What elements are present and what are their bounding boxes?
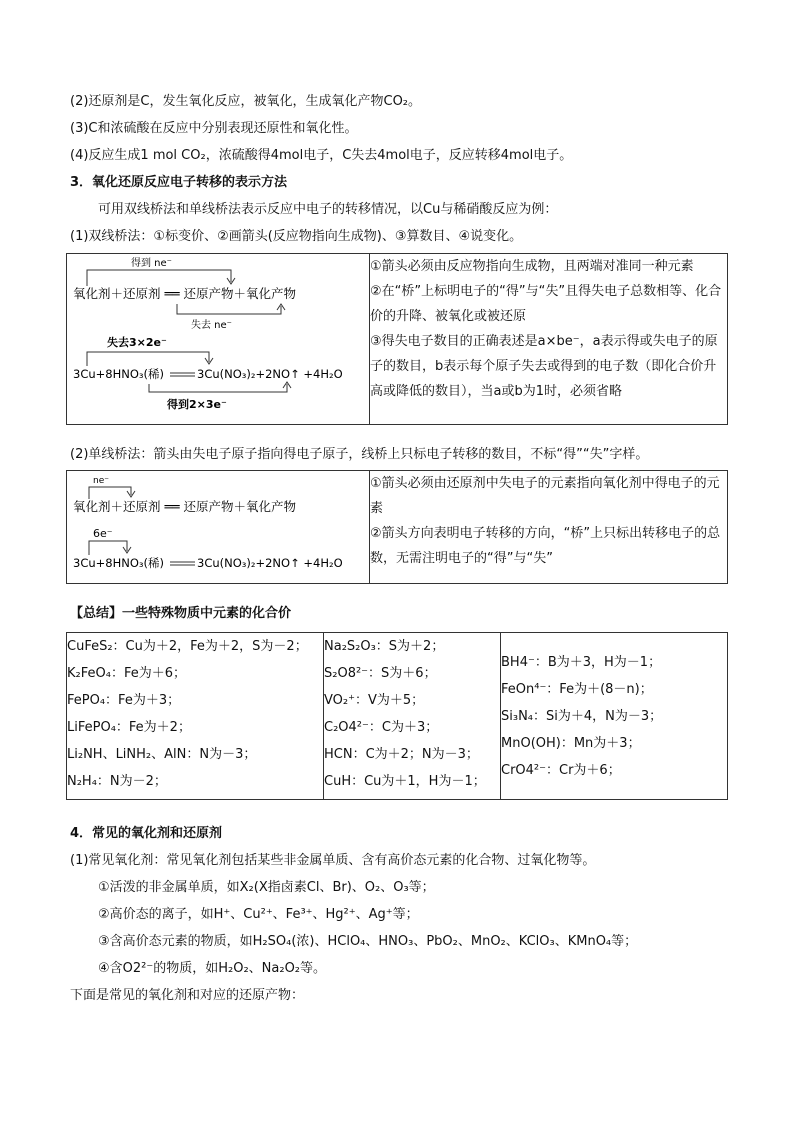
summary-item: N₂H₄：N为－2； (67, 774, 167, 789)
summary-item: Si₃N₄：Si为＋4，N为－3； (501, 708, 663, 724)
oxidant-item-2: ②高价态的离子，如H⁺、Cu²⁺、Fe³⁺、Hg²⁺、Ag⁺等； (98, 907, 419, 922)
intro-line-2: (2)还原剂是C，发生氧化反应，被氧化，生成氧化产物CO₂。 (70, 94, 422, 109)
double-note-1: ①箭头必须由反应物指向生成物，且两端对准同一种元素 (370, 259, 694, 274)
section3-title: 3．氧化还原反应电子转移的表示方法 (70, 175, 288, 190)
single-bridge-diagram (67, 471, 369, 579)
summary-item: CrO4²⁻：Cr为＋6； (501, 762, 621, 778)
double-bridge-diagram-cell (67, 254, 370, 425)
summary-item: FeOn⁴⁻：Fe为＋(8－n)； (501, 681, 653, 697)
single-bridge-table (66, 470, 728, 584)
summary-item: CuFeS₂：Cu为＋2，Fe为＋2，S为－2； (67, 639, 308, 654)
summary-item: Li₂NH、LiNH₂、AlN：N为－3； (67, 747, 257, 762)
summary-item: Na₂S₂O₃：S为＋2； (324, 639, 445, 654)
double-bridge-table (66, 253, 728, 425)
single-bridge-diagram-cell (67, 471, 370, 584)
summary-item: C₂O4²⁻：C为＋3； (324, 720, 439, 735)
double-note-2: ②在“桥”上标明电子的“得”与“失”且得失电子总数相等、化合价的升降、被氧化或被还原 (370, 284, 722, 324)
oxidant-item-4: ④含O2²⁻的物质，如H₂O₂、Na₂O₂等。 (98, 961, 327, 976)
double-bridge-diagram (67, 254, 369, 420)
intro-line-3: (3)C和浓硫酸在反应中分别表现还原性和氧化性。 (70, 121, 358, 136)
double-ex-equation-right: 3Cu(NO₃)₂+2NO↑ +4H₂O (197, 367, 343, 381)
summary-col-3 (501, 633, 728, 800)
summary-item: S₂O8²⁻：S为＋6； (324, 666, 437, 681)
double-bridge-notes (370, 254, 728, 425)
summary-item: VO₂⁺：V为＋5； (324, 693, 425, 708)
double-note-3: ③得失电子数目的正确表述是a×be⁻，a表示得或失电子的原子的数目，b表示每个原子失去或得到的电子数（即化合价升高或降低的数目），当a或b为1时，必须省略 (370, 334, 718, 399)
single-ex-equation-right: 3Cu(NO₃)₂+2NO↑ +4H₂O (197, 556, 343, 570)
summary-table (66, 632, 728, 800)
section4-sub1: (1)常见氧化剂：常见氧化剂包括某些非金属单质、含有高价态元素的化合物、过氧化物等。 (70, 853, 596, 868)
summary-col-2 (324, 633, 501, 800)
double-ex-equation-left: 3Cu+8HNO₃(稀) (73, 367, 164, 381)
section4-closing: 下面是常见的氧化剂和对应的还原产物： (70, 988, 305, 1003)
section4-title: 4．常见的氧化剂和还原剂 (70, 826, 223, 841)
single-top-label: ne⁻ (93, 476, 109, 486)
double-bottom-label: 失去 ne⁻ (191, 320, 232, 331)
oxidant-item-1: ①活泼的非金属单质，如X₂(X指卤素Cl、Br)、O₂、O₃等； (98, 880, 435, 895)
summary-item: HCN：C为＋2；N为－3； (324, 747, 479, 762)
single-ex-top-label: 6e⁻ (93, 527, 113, 540)
single-ex-equation-left: 3Cu+8HNO₃(稀) (73, 556, 164, 570)
double-ex-bottom-label: 得到2×3e⁻ (167, 398, 227, 411)
double-ex-top-label: 失去3×2e⁻ (107, 336, 167, 349)
intro-line-4: (4)反应生成1 mol CO₂，浓硫酸得4mol电子，C失去4mol电子，反应转移4mol电子。 (70, 148, 573, 163)
single-note-1: ①箭头必须由还原剂中失电子的元素指向氧化剂中得电子的元素 (370, 476, 720, 516)
summary-col-1 (67, 633, 324, 800)
summary-item: CuH：Cu为＋1，H为－1； (324, 774, 486, 789)
summary-item: BH4⁻：B为＋3，H为－1； (501, 654, 662, 670)
summary-item: FePO₄：Fe为＋3； (67, 693, 181, 708)
section3-intro: 可用双线桥法和单线桥法表示反应中电子的转移情况，以Cu与稀硝酸反应为例： (98, 202, 558, 217)
summary-item: MnO(OH)：Mn为＋3； (501, 735, 641, 751)
oxidant-item-3: ③含高价态元素的物质，如H₂SO₄(浓)、HClO₄、HNO₃、PbO₂、MnO₂、KClO₃、KMnO₄等； (98, 934, 638, 949)
single-bridge-heading: (2)单线桥法：箭头由失电子原子指向得电子原子，线桥上只标电子转移的数目，不标“得”“失”字样。 (70, 447, 649, 462)
summary-item: K₂FeO₄：Fe为＋6； (67, 666, 186, 681)
double-top-label: 得到 ne⁻ (131, 258, 172, 269)
single-equation: 氧化剂＋还原剂 ══ 还原产物＋氧化产物 (73, 499, 296, 514)
summary-item: LiFePO₄：Fe为＋2； (67, 720, 191, 735)
double-equation: 氧化剂＋还原剂 ══ 还原产物＋氧化产物 (73, 286, 296, 301)
single-note-2: ②箭头方向表明电子转移的方向，“桥”上只标出转移电子的总数，无需注明电子的“得”与“失” (370, 526, 721, 566)
double-bridge-heading: (1)双线桥法：①标变价、②画箭头(反应物指向生成物)、③算数目、④说变化。 (70, 229, 523, 244)
summary-title: 【总结】一些特殊物质中元素的化合价 (70, 606, 292, 621)
single-bridge-notes (370, 471, 728, 584)
